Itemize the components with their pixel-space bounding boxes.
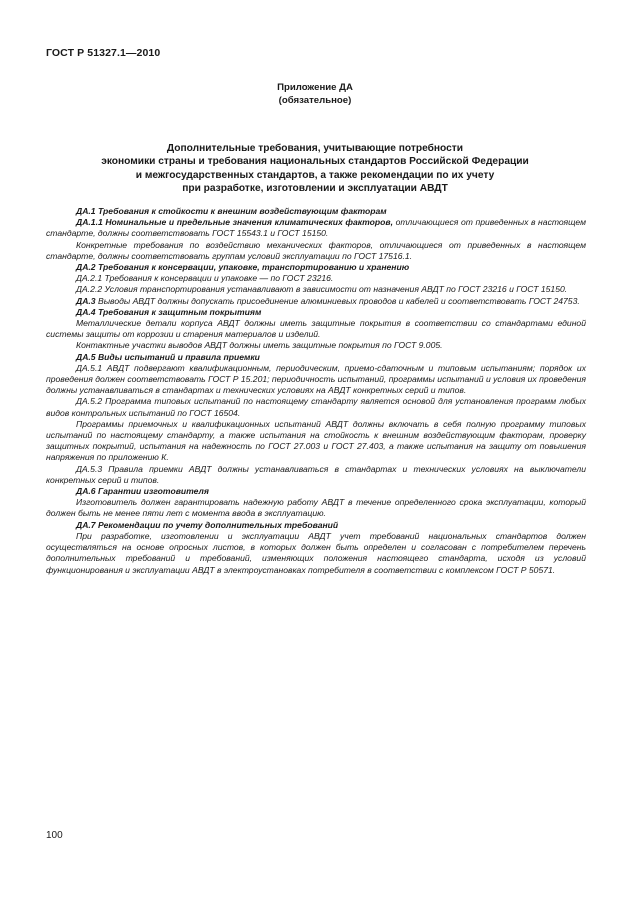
section-heading: ДА.7 Рекомендации по учету дополнительных требований	[76, 519, 339, 530]
page-number: 100	[46, 830, 63, 841]
paragraph: Контактные участки выводов АВДТ должны иметь защитные покрытия по ГОСТ 9.005.	[76, 340, 443, 351]
section-heading: ДА.4 Требования к защитным покрытиям	[76, 306, 262, 317]
title-line: Дополнительные требования, учитывающие потребности	[166, 143, 464, 154]
document-header: ГОСТ Р 51327.1—2010	[46, 47, 161, 59]
paragraph: При разработке, изготовлении и эксплуатации АВДТ учет требований национальных стандартов должен осуществляться на основе опросных листов, в которых должен быть определен и согласован с потребителем перечень дополнительных требований и требований, изменяющих положения настоящего стандарта, исходя из условий функционирования и эксплуатации АВДТ в электроустановках потребителя в соответствии с комплексом ГОСТ Р 50571.	[46, 530, 586, 575]
paragraph: Конкретные требования по воздействию механических факторов, отличающиеся от приведенных в настоящем стандарте, должны соответствовать группам условий эксплуатации по ГОСТ 17516.1.	[46, 239, 586, 261]
paragraph-text: отличающиеся от приведенных в настоящем стандарте, должны соответствовать ГОСТ 15543.1 и ГОСТ 15150.	[46, 217, 586, 239]
paragraph-lead: ДА.3	[76, 295, 96, 306]
section-heading: ДА.1 Требования к стойкости к внешним воздействующим факторам	[76, 206, 387, 216]
section-heading: ДА.6 Гарантии изготовителя	[76, 486, 209, 497]
section-heading: ДА.2 Требования к консервации, упаковке, транспортированию и хранению	[76, 262, 410, 273]
document-title	[60, 142, 570, 196]
paragraph: Металлические детали корпуса АВДТ должны иметь защитные покрытия в соответствии со стандартами единой системы защиты от коррозии и старения материалов и изделий.	[46, 318, 586, 340]
appendix-title: Приложение ДА	[277, 82, 353, 93]
title-line: экономики страны и требования национальных стандартов Российской Федерации	[101, 156, 529, 168]
paragraph-lead: ДА.1.1 Номинальные и предельные значения климатических факторов,	[76, 217, 394, 228]
title-line: при разработке, изготовлении и эксплуатации АВДТ	[182, 183, 448, 195]
paragraph: ДА.5.2 Программа типовых испытаний по настоящему стандарту является основой для установления программ любых видов контрольных испытаний по ГОСТ 16504.	[46, 396, 586, 418]
paragraph: Изготовитель должен гарантировать надежную работу АВДТ в течение определенного срока эксплуатации, который должен быть не менее пяти лет с момента ввода в эксплуатацию.	[46, 497, 586, 519]
paragraph: ДА.5.1 АВДТ подвергают квалификационным, периодическим, приемо-сдаточным и типовым испытаниям; порядок их проведения должен соответствовать ГОСТ Р 15.201; периодичность испытаний, программы испытаний и условия их проведения должны устанавливаться в стандартах и технических условиях на АВДТ конкретных серий и типов.	[46, 362, 586, 396]
paragraph: ДА.2.1 Требования к консервации и упаковке — по ГОСТ 23216.	[76, 273, 334, 284]
paragraph: ДА.2.2 Условия транспортирования устанавливают в зависимости от назначения АВДТ по ГОСТ 23216 и ГОСТ 15150.	[76, 284, 568, 295]
paragraph: Программы приемочных и квалификационных испытаний АВДТ должны включать в себя полную программу типовых испытаний по настоящему стандарту, а также испытания на стойкость к внешним воздействующим факторам, проверку защитных покрытий, испытания на надежность по ГОСТ 27.003 и ГОСТ 27.403, а также испытания на защиту от повышения напряжения по приложению К.	[46, 418, 586, 463]
document-body	[46, 206, 586, 576]
paragraph-text: Выводы АВДТ должны допускать присоединение алюминиевых проводов и кабелей и соответствовать ГОСТ 24753.	[95, 295, 580, 306]
section-heading: ДА.5 Виды испытаний и правила приемки	[76, 351, 260, 362]
paragraph	[46, 296, 586, 307]
appendix-kind: (обязательное)	[278, 95, 352, 106]
title-line: и межгосударственных стандартов, а также рекомендации по их учету	[135, 169, 495, 181]
paragraph	[46, 217, 586, 239]
paragraph: ДА.5.3 Правила приемки АВДТ должны устанавливаться в стандартах и технических условиях на выключатели конкретных серий и типов.	[46, 463, 586, 485]
